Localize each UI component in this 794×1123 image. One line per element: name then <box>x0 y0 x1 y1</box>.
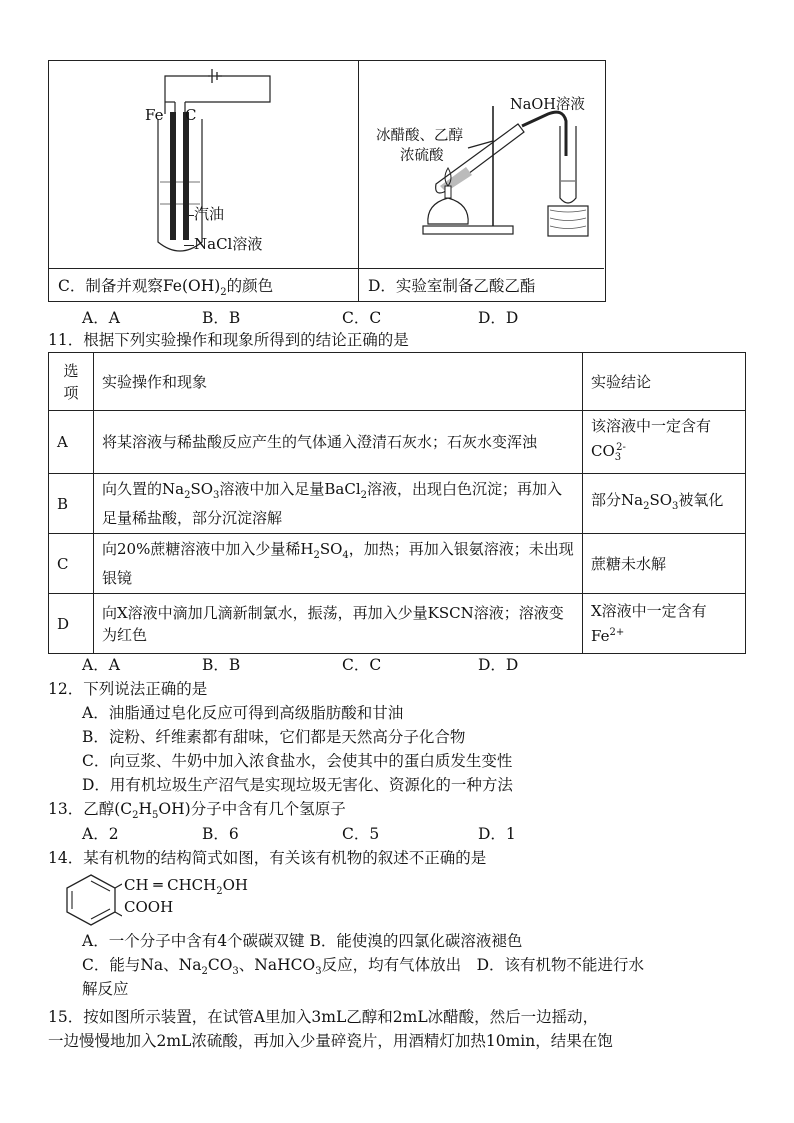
structure-side-chain: CH ═ $CHCH_2OH$ <box>124 876 249 897</box>
q10-option-a[interactable]: A．A <box>82 309 120 327</box>
q13-options <box>82 823 516 845</box>
q11-option-d[interactable]: D．D <box>478 656 519 674</box>
row-a-conclusion: 该溶液中一定含有$CO_3^{2-}$ <box>583 411 746 474</box>
q15-line-1: 15．按如图所示装置，在试管A里加入3mL乙醇和2mL冰醋酸，然后一边摇动， <box>48 1008 599 1026</box>
q11-option-b[interactable]: B．B <box>202 656 241 674</box>
q13-option-c[interactable]: C．5 <box>342 825 380 843</box>
q10-option-d[interactable]: D．D <box>478 309 519 327</box>
row-d-option: D <box>49 594 94 654</box>
q11-options <box>82 654 518 676</box>
q14-stem: 14．某有机物的结构简式如图，有关该有机物的叙述不正确的是 <box>48 849 487 867</box>
q10-caption-c: C．制备并观察$Fe(OH)_2$的颜色 <box>58 277 274 299</box>
q10-options <box>82 307 518 329</box>
q10-option-b[interactable]: B．B <box>202 309 241 327</box>
header-conclusion: 实验结论 <box>583 353 746 411</box>
structure-cooh: COOH <box>124 898 174 916</box>
row-c-operation: 向20%蔗糖溶液中加入少量稀$H_2SO_4$，加热；再加入银氨溶液；未出现银镜 <box>94 534 583 594</box>
q13-stem: 13．乙醇$(C_2H_5OH)$分子中含有几个氢原子 <box>48 800 346 822</box>
q12-choice-b[interactable]: B．淀粉、纤维素都有甜味，它们都是天然高分子化合物 <box>82 728 466 746</box>
q10-divider-horizontal <box>48 268 604 269</box>
q15-line-2: 一边慢慢地加入2mL浓硫酸，再加入少量碎瓷片，用酒精灯加热10min，结果在饱 <box>48 1032 613 1050</box>
label-nacl-solution: NaCl溶液 <box>184 233 262 254</box>
q12-stem: 12．下列说法正确的是 <box>48 680 208 698</box>
q11-stem: 11．根据下列实验操作和现象所得到的结论正确的是 <box>48 331 409 349</box>
row-b-option: B <box>49 474 94 534</box>
label-conc-sulfuric: 浓硫酸 <box>400 148 444 164</box>
row-a-option: A <box>49 411 94 474</box>
q13-option-d[interactable]: D．1 <box>478 825 516 843</box>
q12-choice-c[interactable]: C．向豆浆、牛奶中加入浓食盐水，会使其中的蛋白质发生变性 <box>82 752 513 770</box>
label-acetic-ethanol: 冰醋酸、乙醇 <box>376 128 463 144</box>
q13-option-b[interactable]: B．6 <box>202 825 239 843</box>
q13-option-a[interactable]: A．2 <box>82 825 119 843</box>
row-a-operation: 将某溶液与稀盐酸反应产生的气体通入澄清石灰水；石灰水变浑浊 <box>94 411 583 474</box>
electrode-label-fe: Fe <box>145 106 164 124</box>
q10-divider-vertical <box>358 60 359 301</box>
label-gasoline: 汽油 <box>184 203 224 224</box>
q14-line-d-cont: 解反应 <box>82 980 129 998</box>
label-naoh-solution: NaOH溶液 <box>510 97 585 113</box>
header-option: 选 项 <box>49 353 94 411</box>
row-c-option: C <box>49 534 94 594</box>
row-c-conclusion: 蔗糖未水解 <box>583 534 746 594</box>
q12-choice-d[interactable]: D．用有机垃圾生产沼气是实现垃圾无害化、资源化的一种方法 <box>82 776 513 794</box>
row-b-operation: 向久置的$Na_2SO_3$溶液中加入足量BaCl$_2$溶液，出现白色沉淀；再加入足量稀盐酸，部分沉淀溶解 <box>94 474 583 534</box>
benzene-ring-structure <box>60 872 122 928</box>
electrode-label-c: C <box>185 106 197 124</box>
q14-line-ab[interactable]: A．一个分子中含有4个碳碳双键 B．能使溴的四氯化碳溶液褪色 <box>82 932 523 950</box>
q11-option-a[interactable]: A．A <box>82 656 120 674</box>
q14-line-cd[interactable]: C．能与Na、$Na_2CO_3$、NaHCO$_3$反应，均有气体放出 D．该有机物不能进行水 <box>82 956 644 978</box>
row-b-conclusion: 部分$Na_2SO_3$被氧化 <box>583 474 746 534</box>
row-d-conclusion: X溶液中一定含有$Fe^{2+}$ <box>583 594 746 654</box>
q12-choice-a[interactable]: A．油脂通过皂化反应可得到高级脂肪酸和甘油 <box>82 704 404 722</box>
q11-table <box>48 352 746 654</box>
q10-caption-d: D．实验室制备乙酸乙酯 <box>368 277 536 295</box>
q10-option-c[interactable]: C．C <box>342 309 382 327</box>
q11-option-c[interactable]: C．C <box>342 656 382 674</box>
row-d-operation: 向X溶液中滴加几滴新制氯水，振荡，再加入少量KSCN溶液；溶液变为红色 <box>94 594 583 654</box>
header-operation: 实验操作和现象 <box>94 353 583 411</box>
